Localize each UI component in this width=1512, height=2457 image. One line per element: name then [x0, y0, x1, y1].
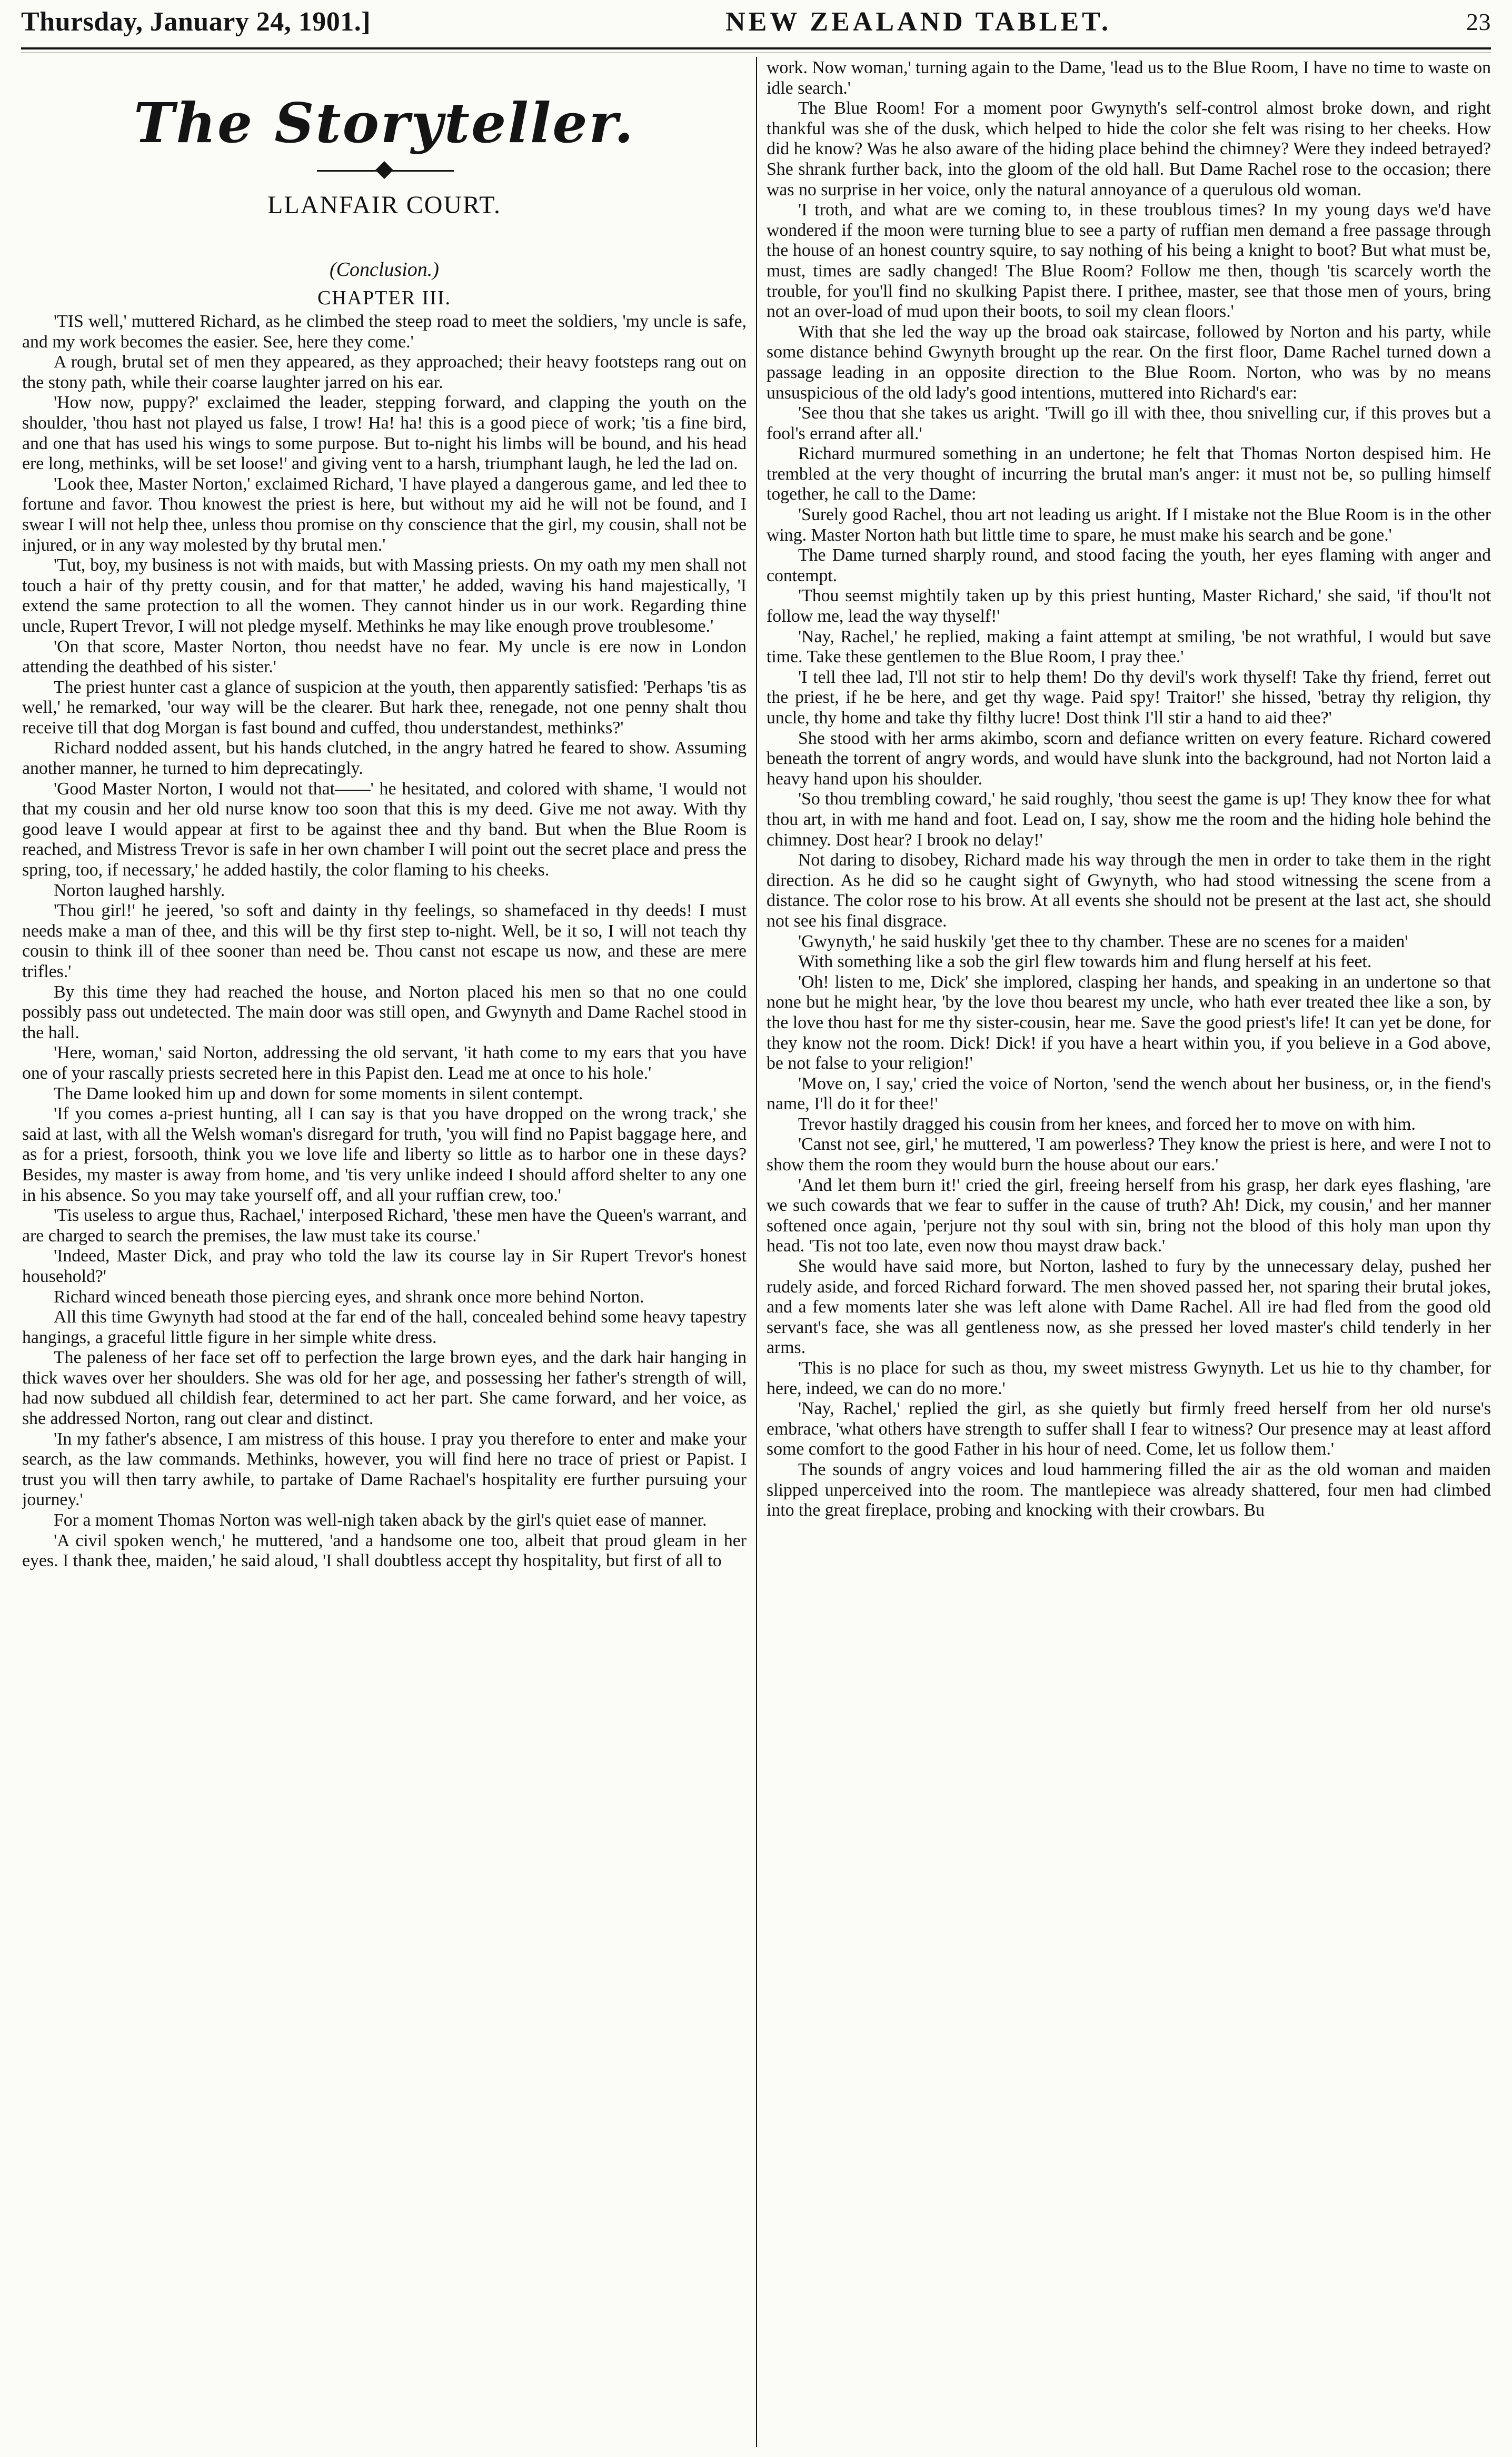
paragraph: 'Canst not see, girl,' he muttered, 'I am powerless? They know the priest is here, and were I not to show them the room they would burn the house about our ears.' — [767, 1135, 1491, 1175]
paragraph: 'How now, puppy?' exclaimed the leader, stepping forward, and clapping the youth on the shoulder, 'thou hast not played us false, I trow! Ha! ha! this is a good piece of work; 'tis a fine bird, and one that has used his wings to some purpose. But to-night his limbs will be bound, and his head ere long, methinks, will be set loose!' and giving vent to a harsh, triumphant laugh, he led the lad on. — [22, 393, 747, 474]
paragraph: 'Tis useless to argue thus, Rachael,' interposed Richard, 'these men have the Queen's warrant, and are charged to search the premises, the law must take its course.' — [22, 1206, 747, 1246]
section-masthead: The Storyteller. — [134, 91, 635, 155]
paragraph: 'A civil spoken wench,' he muttered, 'and a handsome one too, albeit that proud gleam in her eyes. I thank thee, maiden,' he said aloud, 'I shall doubtless accept thy hospitality, but first of all to — [22, 1530, 747, 1571]
paragraph: 'Thou seemst mightily taken up by this priest hunting, Master Richard,' she said, 'if thou'lt not follow me, lead the way thyself!' — [767, 586, 1491, 626]
paragraph: She stood with her arms akimbo, scorn and defiance written on every feature. Richard cowered beneath the torrent of angry words, and would have slunk into the background, had not Norton laid a heavy hand upon his shoulder. — [767, 728, 1491, 789]
paper-title: NEW ZEALAND TABLET. — [725, 6, 1111, 37]
paragraph: A rough, brutal set of men they appeared, as they approached; their heavy footsteps rang out on the stony path, while their coarse laughter jarred on his ear. — [22, 352, 747, 392]
page-number: 23 — [1466, 8, 1491, 35]
paragraph: 'TIS well,' muttered Richard, as he climbed the steep road to meet the soldiers, 'my uncle is safe, and my work becomes the easier. See, here they come.' — [22, 312, 747, 352]
paragraph: 'On that score, Master Norton, thou needst have no fear. My uncle is ere now in London attending the deathbed of his sister.' — [22, 636, 747, 677]
story-title: LLANFAIR COURT. — [267, 191, 501, 219]
paragraph: 'In my father's absence, I am mistress of this house. I pray you therefore to enter and make your search, as the law commands. Methinks, however, you will find here no trace of priest or Papist. I trust you will then tarry awhile, to partake of Dame Rachael's hospitality ere further pursuing your journey.' — [22, 1429, 747, 1510]
paragraph: 'Gwynyth,' he said huskily 'get thee to thy chamber. These are no scenes for a maiden' — [798, 931, 1408, 951]
paragraph: 'And let them burn it!' cried the girl, freeing herself from his grasp, her dark eyes flashing, 'are we such cowards that we fear to suffer in the cause of truth? Ah! Dick, my cousin,' and her manner softened once again, 'perjure not thy soul with sin, bring not the blood of this holy man upon thy head. 'Tis not too late, even now thou mayst draw back.' — [767, 1175, 1491, 1256]
paragraph: Richard nodded assent, but his hands clutched, in the angry hatred he feared to show. Assuming another manner, he turned to him deprecatingly. — [22, 738, 747, 779]
running-head — [21, 3, 1491, 40]
left-column — [22, 58, 747, 2453]
issue-date: Thursday, January 24, 1901.] — [21, 6, 371, 37]
paragraph: 'Indeed, Master Dick, and pray who told the law its course lay in Sir Rupert Trevor's honest household?' — [22, 1246, 747, 1286]
paragraph: Trevor hastily dragged his cousin from her knees, and forced her to move on with him. — [798, 1114, 1416, 1134]
paragraph: 'This is no place for such as thou, my sweet mistress Gwynyth. Let us hie to thy chamber, for here, indeed, we can do no more.' — [767, 1358, 1491, 1398]
paragraph: The Dame turned sharply round, and stood facing the youth, her eyes flaming with anger and contempt. — [767, 545, 1491, 585]
paragraph: By this time they had reached the house, and Norton placed his men so that no one could possibly pass out undetected. The main door was still open, and Gwynyth and Dame Rachel stood in the hall. — [22, 982, 747, 1042]
conclusion-label: (Conclusion.) — [330, 258, 439, 281]
ornament-divider — [22, 160, 747, 181]
paragraph: With that she led the way up the broad oak staircase, followed by Norton and his party, while some distance behind Gwynyth brought up the rear. On the first floor, Dame Rachel turned down a passage leading in an opposite direction to the Blue Room. Norton, who was by no means unsuspicious of the old lady's good intentions, muttered into Richard's ear: — [767, 322, 1491, 403]
header-rule — [21, 47, 1491, 49]
paragraph: 'I troth, and what are we coming to, in these troublous times? In my young days we'd have wondered if the moon were turning blue to see a party of ruffian men demand a free passage through the house of an honest country squire, to say nothing of his being a knight to boot? But what must be, must, times are sadly changed! The Blue Room? Follow me then, though 'tis scarcely worth the trouble, for you'll find no skulking Papist there. I prithee, master, see that those men of yours, bring not an over-load of mud upon their boots, to soil my clean floors.' — [767, 200, 1491, 322]
paragraph: The priest hunter cast a glance of suspicion at the youth, then apparently satisfied: 'Perhaps 'tis as well,' he remarked, 'our way will be the clearer. But hark thee, renegade, not one penny shalt thou receive till that dog Morgan is fast bound and cuffed, thou understandest, methinks?' — [22, 677, 747, 738]
paragraph: Norton laughed harshly. — [54, 880, 225, 900]
paragraph: The sounds of angry voices and loud hammering filled the air as the old woman and maiden slipped unperceived into the room. The mantlepiece was already shattered, four men had climbed into the great fireplace, probing and knocking with their crowbars. Bu — [767, 1459, 1491, 1520]
paragraph: 'Oh! listen to me, Dick' she implored, clasping her hands, and speaking in an undertone so that none but he might hear, 'by the love thou bearest my uncle, who hath ever treated thee like a son, by the love thou hast for me thy sister-cousin, hear me. Save the good priest's life! It can yet be done, for they know not the room. Dick! Dick! if you have a heart within you, if you believe in a God above, be not false to your religion!' — [767, 972, 1491, 1073]
paragraph: Richard winced beneath those piercing eyes, and shrank once more behind Norton. — [54, 1287, 644, 1307]
paragraph: 'Move on, I say,' cried the voice of Norton, 'send the wench about her business, or, in the fiend's name, I'll do it for thee!' — [767, 1073, 1491, 1114]
paragraph: The Blue Room! For a moment poor Gwynyth's self-control almost broke down, and right thankful was she of the dusk, which helped to hide the color she felt was rising to her cheeks. How did he know? Was he also aware of the hiding place behind the chimney? Were they indeed betrayed? She shrank further back, into the gloom of the old hall. But Dame Rachel rose to the occasion; there was no surprise in her voice, only the natural annoyance of a querulous old woman. — [767, 98, 1491, 200]
paragraph: 'Thou girl!' he jeered, 'so soft and dainty in thy feelings, so shamefaced in thy deeds! I must needs make a man of thee, and this will be thy first step to-night. Well, be it so, I will not teach thy cousin to think ill of thee sooner than need be. Thou canst not escape us now, and these are mere trifles.' — [22, 901, 747, 981]
paragraph: 'Good Master Norton, I would not that——' he hesitated, and colored with shame, 'I would not that my cousin and her old nurse know too soon that this is my deed. Give me not away. With thy good leave I would appear at first to be against thee and thy band. But when the Blue Room is reached, and Mistress Trevor is safe in her own chamber I will point out the secret place and press the spring, too, if necessary,' he added hastily, the color flaming to his cheeks. — [22, 779, 747, 880]
paragraph: 'So thou trembling coward,' he said roughly, 'thou seest the game is up! They know thee for what thou art, in with me hand and foot. Lead on, I say, show me the room and the hiding hole behind the chimney. Dost hear? I brook no delay!' — [767, 789, 1491, 850]
paragraph: All this time Gwynyth had stood at the far end of the hall, concealed behind some heavy tapestry hangings, a graceful little figure in her simple white dress. — [22, 1307, 747, 1347]
paragraph: The paleness of her face set off to perfection the large brown eyes, and the dark hair hanging in thick waves over her shoulders. She was old for her age, and possessing her father's strength of will, had now subdued all childish fear, determined to act her part. She came forward, and her voice, as she addressed Norton, rang out clear and distinct. — [22, 1348, 747, 1429]
paragraph: work. Now woman,' turning again to the Dame, 'lead us to the Blue Room, I have no time to waste on idle search.' — [767, 58, 1491, 98]
paragraph: 'If you comes a-priest hunting, all I can say is that you have dropped on the wrong track,' she said at last, with all the Welsh woman's disregard for truth, 'you will find no Papist baggage here, and as for a priest, forsooth, think you we love life and liberty so little as to harbor one in these days? Besides, my master is away from home, and 'tis very unlike indeed I should afford shelter to any one in his absence. So you may take yourself off, and all your ruffian crew, too.' — [22, 1104, 747, 1205]
paragraph: With something like a sob the girl flew towards him and flung herself at his feet. — [798, 952, 1372, 972]
right-column — [767, 58, 1491, 2453]
paragraph: For a moment Thomas Norton was well-nigh taken aback by the girl's quiet ease of manner. — [54, 1510, 707, 1530]
paragraph: 'Tut, boy, my business is not with maids, but with Massing priests. On my oath my men shall not touch a hair of thy pretty cousin, and for that matter,' he added, waving his hand majestically, 'I extend the same protection to all the women. They cannot hinder us in our work. Regarding thine uncle, Rupert Trevor, I will not pledge myself. Methinks he may like enough prove troublesome.' — [22, 555, 747, 636]
ornament-diamond-icon — [375, 161, 393, 179]
paragraph: 'Nay, Rachel,' he replied, making a faint attempt at smiling, 'be not wrathful, I would but save time. Take these gentlemen to the Blue Room, I pray thee.' — [767, 626, 1491, 667]
paragraph: 'Nay, Rachel,' replied the girl, as she quietly but firmly freed herself from her old nurse's embrace, 'what others have strength to suffer shall I fear to witness? Our presence may at least afford some comfort to the good Father in his hour of need. Come, let us follow them.' — [767, 1399, 1491, 1459]
paragraph: 'I tell thee lad, I'll not stir to help them! Do thy devil's work thyself! Take thy friend, ferret out the priest, if he be here, and get thy wage. Paid spy! Traitor!' she hissed, 'betray thy religion, thy uncle, thy home and take thy filthy lucre! Dost think I'll stir a hand to aid thee?' — [767, 667, 1491, 728]
paragraph: The Dame looked him up and down for some moments in silent contempt. — [54, 1083, 583, 1103]
column-divider — [756, 57, 757, 2447]
paragraph: She would have said more, but Norton, lashed to fury by the unnecessary delay, pushed her rudely aside, and forced Richard forward. The men shoved passed her, not sparing their brutal jokes, and a few moments later she was left alone with Dame Rachel. All ire had fled from the good old servant's face, she was all gentleness now, as she pressed her loved master's child tenderly in her arms. — [767, 1257, 1491, 1358]
paragraph: Richard murmured something in an undertone; he felt that Thomas Norton despised him. He trembled at the very thought of incurring the brutal man's anger: it must not be, so pulling himself together, he call to the Dame: — [767, 444, 1491, 504]
chapter-heading: CHAPTER III. — [317, 287, 452, 309]
paragraph: Not daring to disobey, Richard made his way through the men in order to take them in the right direction. As he did so he caught sight of Gwynyth, who had stood witnessing the scene from a distance. The color rose to his brow. At all events she should not be present at the last act, she should not see his final disgrace. — [767, 850, 1491, 931]
right-column-body — [767, 58, 1491, 1521]
paragraph: 'Here, woman,' said Norton, addressing the old servant, 'it hath come to my ears that you have one of your rascally priests secreted here in this Papist den. Lead me at once to his hole.' — [22, 1043, 747, 1083]
paragraph: 'Surely good Rachel, thou art not leading us aright. If I mistake not the Blue Room is in the other wing. Master Norton hath but little time to spare, he must make his search and be gone.' — [767, 505, 1491, 545]
paragraph: 'See thou that she takes us aright. 'Twill go ill with thee, thou snivelling cur, if this proves but a fool's errand after all.' — [767, 403, 1491, 443]
paragraph: 'Look thee, Master Norton,' exclaimed Richard, 'I have played a dangerous game, and led thee to fortune and favor. Thou knowest the priest is here, but without my aid he will not be found, and I swear I will not help thee, unless thou promise on thy conscience that the girl, my cousin, shall not be injured, or in any way molested by thy brutal men.' — [22, 474, 747, 555]
left-column-body — [22, 312, 747, 1571]
